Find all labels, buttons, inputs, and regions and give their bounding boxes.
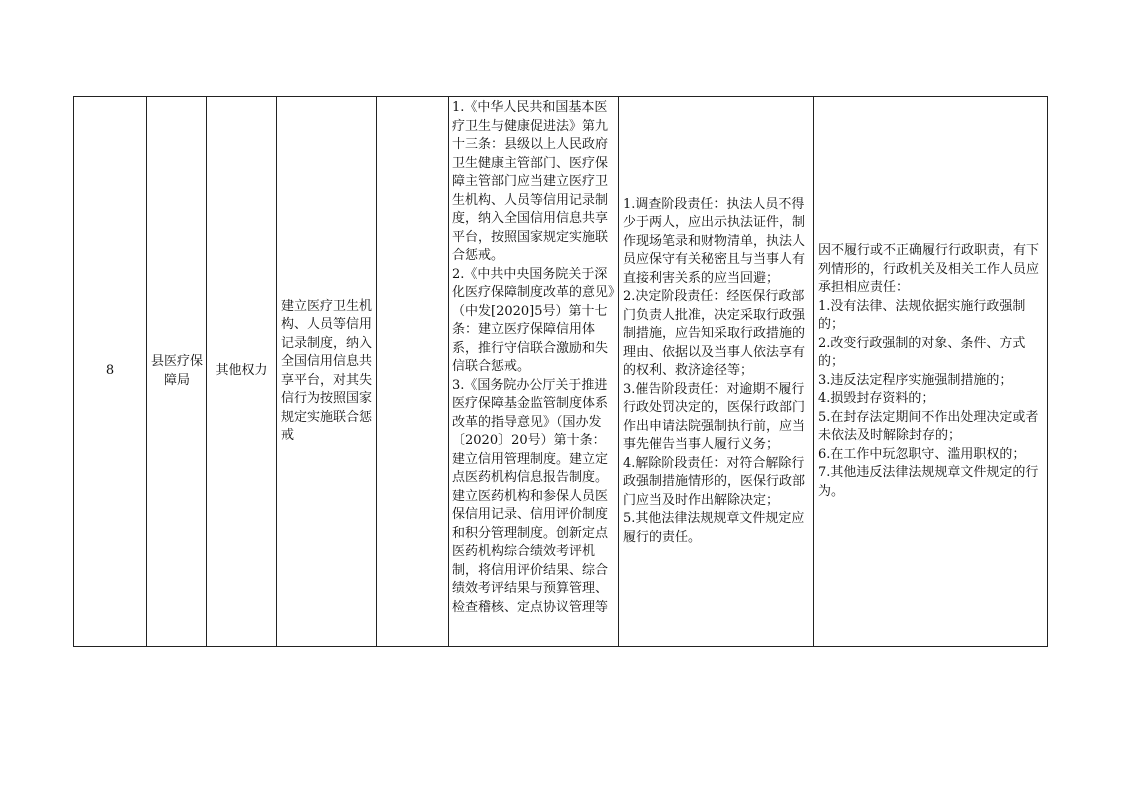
responsibility-item: 3.催告阶段责任：对逾期不履行行政处罚决定的，医保行政部门作出申请法院强制执行前，应当事先催告当事人履行义务； [623,381,806,453]
sub-item-cell [377,97,449,647]
responsibility-list [619,196,813,548]
accountability-list [814,242,1047,501]
responsibility-item: 2.决定阶段责任：经医保行政部门负责人批准，决定采取行政强制措施，应告知采取行政措施的理由、依据以及当事人依法享有的权利、救济途径等； [623,289,806,379]
legal-basis-item: 3.《国务院办公厅关于推进医疗保障基金监管制度体系改革的指导意见》（国办发〔2020〕20号）第十条：建立信用管理制度。建立定点医药机构信息报告制度。建立医药机构和参保人员医保信用记录、信用评价制度和积分管理制度。创新定点医药机构综合绩效考评机制，将信用评价结果、综合绩效考评结果与预算管理、检查稽核、定点协议管理等 [452,377,609,615]
accountability-item: 5.在封存法定期间不作出处理决定或者未依法及时解除封存的； [818,409,1039,443]
accountability-cell [814,97,1048,647]
department-name: 县医疗保障局 [151,354,204,388]
responsibility-item: 1.调查阶段责任：执法人员不得少于两人，应出示执法证件，制作现场笔录和财物清单，执法人员应保守有关秘密且与当事人有直接利害关系的应当回避； [623,196,806,286]
power-list-table [73,96,1048,647]
accountability-item: 6.在工作中玩忽职守、滥用职权的； [818,446,1026,462]
accountability-item: 2.改变行政强制的对象、条件、方式的； [818,335,1026,369]
accountability-item: 4.损毁封存资料的； [818,391,935,406]
legal-basis-list [449,97,618,617]
power-type-cell [207,97,277,647]
department-cell [147,97,207,647]
row-index: 8 [105,363,115,379]
power-type: 其他权力 [215,363,268,379]
accountability-intro: 因不履行或不正确履行行政职责，有下列情形的，行政机关及相关工作人员应承担相应责任： [818,243,1040,295]
accountability-item: 1.没有法律、法规依据实施行政强制的； [818,298,1026,332]
table-row [74,97,1048,647]
accountability-item: 7.其他违反法律法规规章文件规定的行为。 [818,465,1039,499]
responsibility-item: 5.其他法律法规规章文件规定应履行的责任。 [623,511,805,545]
item-name-cell [277,97,377,647]
accountability-item: 3.违反法定程序实施强制措施的； [818,372,1013,388]
legal-basis-item: 2.《中共中央国务院关于深化医疗保障制度改革的意见》（中发[2020]5号）第十七条：建立医疗保障信用体系，推行守信联合激励和失信联合惩戒。 [452,266,615,374]
legal-basis-item: 1.《中华人民共和国基本医疗卫生与健康促进法》第九十三条：县级以上人民政府卫生健康主管部门、医疗保障主管部门应当建立医疗卫生机构、人员等信用记录制度，纳入全国信用信息共享平台，按照国家规定实施联合惩戒。 [452,100,609,263]
item-name: 建立医疗卫生机构、人员等信用记录制度，纳入全国信用信息共享平台，对其失信行为按照国家规定实施联合惩戒 [281,298,373,443]
responsibility-item: 4.解除阶段责任：对符合解除行政强制措施情形的，医保行政部门应当及时作出解除决定； [623,455,806,508]
row-index-cell [74,97,147,647]
legal-basis-cell [449,97,619,647]
responsibility-cell [619,97,814,647]
